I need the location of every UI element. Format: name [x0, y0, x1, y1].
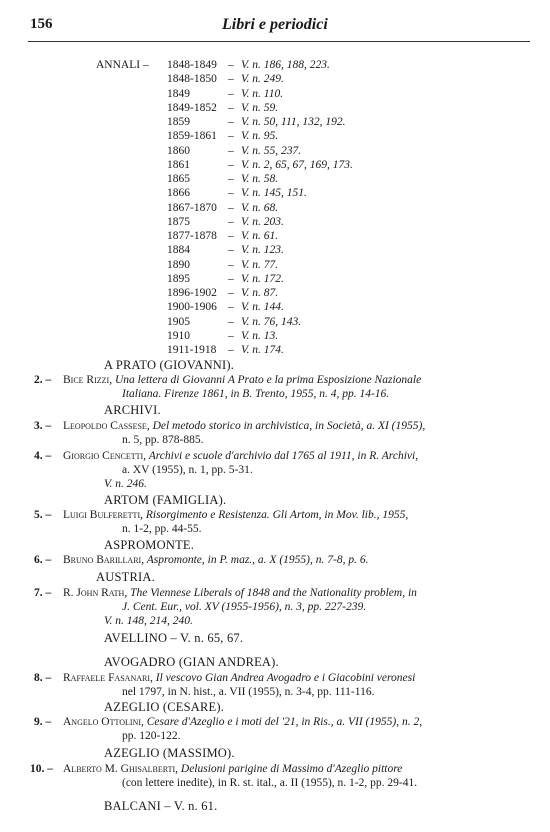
entry-7-line-3: V. n. 148, 214, 240. — [104, 615, 193, 627]
heading-avogadro: AVOGADRO (GIAN ANDREA). — [104, 655, 279, 669]
annali-year: 1905 — [167, 315, 190, 328]
annali-year: 1849-1852 — [167, 101, 217, 114]
annali-year: 1910 — [167, 329, 190, 342]
annali-reference: V. n. 68. — [241, 201, 279, 214]
annali-dash: – — [228, 344, 234, 356]
entry-text: , Delusioni parigine di Massimo d'Azeglio pittore — [175, 763, 403, 775]
annali-dash: – — [228, 59, 234, 71]
heading-archivi: ARCHIVI. — [104, 403, 161, 417]
annali-year: 1877-1878 — [167, 230, 217, 242]
annali-year: 1867-1870 — [167, 201, 217, 214]
entry-text: , Del metodo storico in archivistica, in Società, a. XI (1955), — [146, 420, 426, 432]
page-number: 156 — [30, 16, 53, 32]
annali-year: 1896-1902 — [167, 287, 217, 299]
entry-7-line-2: J. Cent. Eur., vol. XV (1955-1956), n. 3, pp. 227-239. — [122, 601, 367, 613]
entry-9-line-2: pp. 120-122. — [122, 730, 181, 742]
entry-2-line-2: Italiana. Firenze 1861, in B. Trento, 1955, n. 4, pp. 14-16. — [122, 388, 390, 400]
running-title: Libri e periodici — [222, 16, 328, 33]
author-name: Angelo Ottolini — [63, 716, 141, 728]
annali-dash: – — [228, 329, 234, 342]
author-name: Bruno Barillari — [63, 554, 142, 566]
entry-text: , Aspromonte, in P. maz., a. X (1955), n. 7-8, p. 6. — [141, 554, 369, 566]
heading-balcani: BALCANI – V. n. 61. — [104, 799, 218, 813]
author-name: R. John Rath — [63, 587, 125, 599]
entry-number: 2. – — [34, 374, 52, 386]
author-name: Alberto M. Ghisalberti — [63, 763, 176, 775]
entry-5-line-1 — [63, 508, 408, 522]
annali-year: 1866 — [167, 187, 190, 200]
entry-number: 10. – — [30, 763, 53, 775]
annali-reference: V. n. 87. — [241, 287, 279, 299]
entry-8-line-2: nel 1797, in N. hist., a. VII (1955), n. 3-4, pp. 111-116. — [122, 686, 375, 698]
entry-number: 4. – — [34, 450, 52, 462]
entry-4-line-2: a. XV (1955), n. 1, pp. 5-31. — [122, 464, 253, 476]
annali-reference: V. n. 95. — [241, 130, 279, 143]
entry-number: 3. – — [34, 420, 52, 432]
annali-reference: V. n. 76, 143. — [241, 315, 302, 328]
author-name: Raffaele Fasanari — [63, 672, 151, 684]
annali-dash: – — [228, 258, 234, 271]
annali-dash: – — [228, 244, 234, 257]
annali-dash: – — [228, 301, 234, 314]
entry-number: 7. – — [34, 587, 52, 599]
annali-dash: – — [228, 201, 234, 214]
annali-reference: V. n. 13. — [241, 329, 279, 342]
annali-dash: – — [228, 158, 234, 171]
annali-dash: – — [228, 130, 234, 143]
annali-reference: V. n. 59. — [241, 101, 279, 114]
entry-3-line-2: n. 5, pp. 878-885. — [122, 434, 204, 446]
annali-dash: – — [228, 116, 234, 128]
heading-austria: AUSTRIA. — [96, 570, 155, 584]
heading-aspromonte: ASPROMONTE. — [104, 538, 195, 552]
annali-label: ANNALI – — [96, 59, 149, 71]
entry-10-line-2: (con lettere inedite), in R. st. ital., a. II (1955), n. 1-2, pp. 29-41. — [122, 777, 418, 789]
annali-year: 1884 — [167, 244, 190, 257]
annali-reference: V. n. 61. — [241, 230, 279, 242]
annali-dash: – — [228, 287, 234, 299]
entry-text: , Cesare d'Azeglio e i moti del '21, in Ris., a. VII (1955), n. 2, — [141, 716, 423, 728]
entry-text: , Risorgimento e Resistenza. Gli Artom, in Mov. lib., 1955, — [140, 509, 409, 521]
annali-year: 1861 — [167, 158, 190, 171]
author-name: Leopoldo Cassese — [63, 420, 147, 432]
heading-azeglio-massimo: AZEGLIO (MASSIMO). — [104, 746, 235, 760]
annali-reference: V. n. 144. — [241, 301, 284, 314]
entry-9-line-1 — [63, 715, 422, 729]
author-name: Bice Rizzi — [63, 374, 110, 386]
heading-azeglio-cesare: AZEGLIO (CESARE). — [104, 700, 225, 714]
annali-year: 1900-1906 — [167, 301, 217, 314]
entry-8-line-1 — [63, 671, 415, 685]
entry-number: 5. – — [34, 509, 52, 521]
annali-year: 1911-1918 — [167, 344, 217, 356]
entry-5-line-2: n. 1-2, pp. 44-55. — [122, 523, 202, 535]
annali-dash: – — [228, 187, 234, 200]
entry-3-line-1 — [63, 419, 425, 433]
annali-year: 1875 — [167, 215, 190, 228]
annali-dash: – — [228, 230, 234, 242]
entry-2-line-1 — [63, 373, 421, 387]
author-name: Giorgio Cencetti — [63, 450, 144, 462]
annali-dash: – — [228, 101, 234, 114]
entry-10-line-1 — [63, 762, 402, 776]
entry-text: , Archivi e scuole d'archivio dal 1765 al 1911, in R. Archivi, — [143, 450, 419, 462]
annali-dash: – — [228, 315, 234, 328]
heading-avellino: AVELLINO – V. n. 65, 67. — [104, 631, 244, 645]
annali-reference: V. n. 50, 111, 132, 192. — [241, 116, 346, 128]
annali-year: 1860 — [167, 144, 190, 157]
annali-year: 1865 — [167, 173, 190, 185]
annali-reference: V. n. 203. — [241, 215, 284, 228]
entry-text: , Il vescovo Gian Andrea Avogadro e i Giacobini veronesi — [150, 672, 416, 684]
annali-dash: – — [228, 144, 234, 157]
author-name: Luigi Bulferetti — [63, 509, 141, 521]
annali-reference: V. n. 174. — [241, 344, 284, 356]
annali-year: 1890 — [167, 258, 190, 271]
annali-year: 1849 — [167, 87, 190, 100]
annali-dash: – — [228, 215, 234, 228]
annali-dash: – — [228, 73, 234, 86]
entry-text: , Una lettera di Giovanni A Prato e la prima Esposizione Nazionale — [109, 374, 422, 386]
annali-reference: V. n. 186, 188, 223. — [241, 59, 330, 71]
annali-dash: – — [228, 173, 234, 185]
annali-year: 1848-1849 — [167, 59, 217, 71]
header-rule — [28, 41, 530, 42]
annali-reference: V. n. 172. — [241, 272, 284, 285]
entry-number: 8. – — [34, 672, 52, 684]
heading-a-prato: A PRATO (GIOVANNI). — [104, 358, 235, 372]
entry-number: 9. – — [34, 716, 52, 728]
annali-year: 1895 — [167, 272, 190, 285]
annali-reference: V. n. 58. — [241, 173, 279, 185]
entry-7-line-1 — [63, 586, 417, 600]
annali-reference: V. n. 123. — [241, 244, 284, 257]
annali-reference: V. n. 249. — [241, 73, 284, 86]
annali-reference: V. n. 2, 65, 67, 169, 173. — [241, 158, 353, 171]
annali-year: 1859 — [167, 116, 190, 128]
entry-text: , The Viennese Liberals of 1848 and the Nationality problem, in — [124, 587, 417, 599]
annali-dash: – — [228, 87, 234, 100]
heading-artom: ARTOM (FAMIGLIA). — [104, 493, 227, 507]
annali-reference: V. n. 55, 237. — [241, 144, 302, 157]
annali-dash: – — [228, 272, 234, 285]
entry-4-line-1 — [63, 449, 418, 463]
annali-reference: V. n. 110. — [241, 87, 284, 100]
annali-year: 1859-1861 — [167, 130, 217, 143]
annali-reference: V. n. 145, 151. — [241, 187, 307, 200]
annali-reference: V. n. 77. — [241, 258, 279, 271]
entry-6-line-1 — [63, 553, 368, 567]
entry-4-line-3: V. n. 246. — [104, 478, 147, 490]
entry-number: 6. – — [34, 554, 52, 566]
annali-year: 1848-1850 — [167, 73, 217, 86]
